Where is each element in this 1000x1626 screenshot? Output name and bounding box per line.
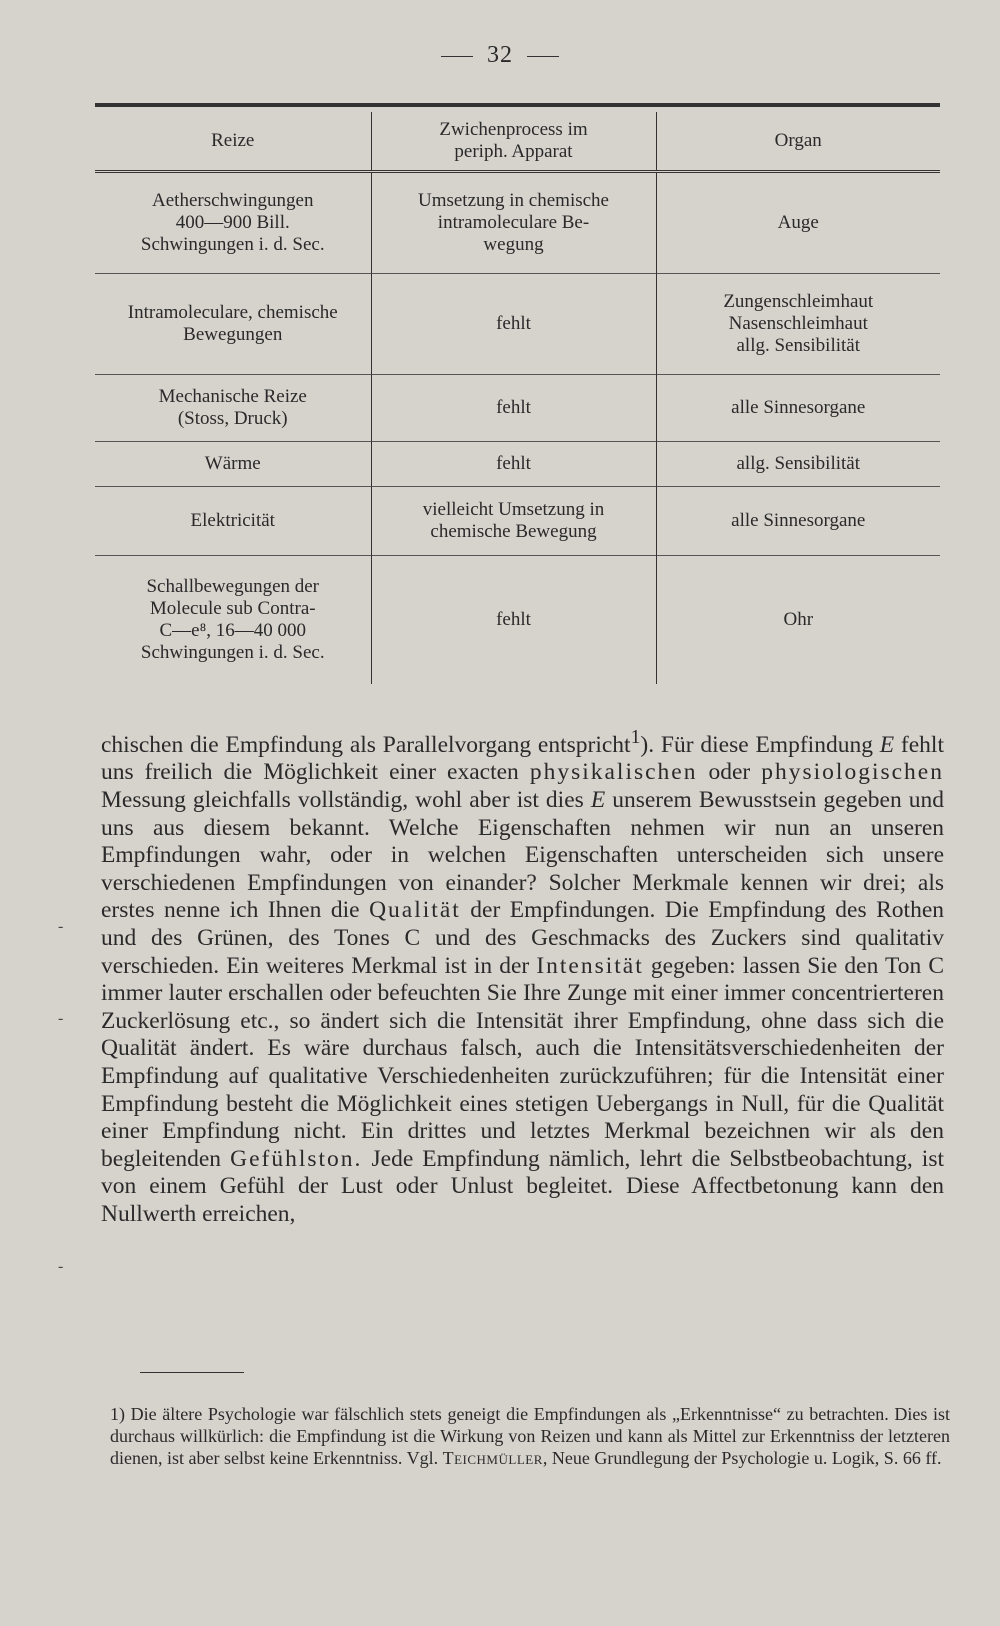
cell-line: Intramoleculare, chemische: [127, 302, 338, 323]
cell-organ: [656, 556, 940, 685]
cell-line: Molecule sub Contra-: [149, 598, 316, 619]
paragraph: [101, 724, 944, 1229]
cell-line: Schwingungen i. d. Sec.: [140, 642, 325, 663]
page-number-text: 32: [487, 42, 513, 68]
emphasis-physiologischen: physiologischen: [761, 759, 944, 786]
text-run: Messung gleichfalls vollständig, wohl aber ist dies: [101, 787, 591, 814]
cell-line: fehlt: [496, 397, 531, 418]
footnote-author: Teichmüller: [442, 1448, 543, 1468]
cell-organ: [656, 274, 940, 375]
text-run: chischen die Empfindung als Parallelvorgang entspricht: [101, 731, 631, 758]
cell-reize: [95, 556, 371, 685]
margin-mark: -: [58, 1010, 64, 1027]
text-run: der Empfindungen. Die Empfindung des Rothen und des Grünen, des Tones C und des Geschmacks des Zuckers sind qualitativ verschieden. Ein weiteres Merkmal ist in der: [101, 897, 944, 979]
header-zwischenprocess-line-2: periph. Apparat: [454, 141, 573, 162]
cell-line: Schwingungen i. d. Sec.: [140, 234, 325, 255]
table-row: [95, 274, 940, 375]
table-row: [95, 375, 940, 442]
table-row: [95, 487, 940, 556]
emphasis-physikalischen: physikalischen: [529, 759, 698, 786]
cell-line: alle Sinnesorgane: [731, 397, 866, 418]
cell-line: chemische Bewegung: [430, 521, 597, 542]
cell-process: [371, 375, 656, 442]
variable-e: E: [590, 787, 606, 814]
cell-line: fehlt: [496, 453, 531, 474]
cell-line: Schallbewegungen der: [146, 576, 320, 597]
cell-reize: [95, 172, 371, 274]
cell-reize: [95, 274, 371, 375]
header-zwischenprocess: [371, 112, 656, 172]
table-row: [95, 172, 940, 274]
emphasis-intensitaet: Intensität: [536, 952, 644, 979]
cell-line: Ohr: [783, 609, 814, 630]
body-paragraph: [101, 724, 944, 1229]
header-organ: Organ: [656, 112, 940, 172]
cell-line: Bewegungen: [183, 324, 283, 345]
cell-line: allg. Sensibilität: [736, 335, 860, 356]
cell-line: intramoleculare Be-: [437, 212, 590, 233]
emphasis-qualitaet: Qualität: [369, 897, 461, 924]
margin-mark: -: [58, 918, 64, 935]
cell-line: fehlt: [496, 609, 531, 630]
cell-line: wegung: [483, 234, 544, 255]
text-run: fehlt uns freilich die Möglichkeit einer exacten: [101, 731, 944, 786]
cell-process: [371, 172, 656, 274]
footnote-text: 1) Die ältere Psychologie war fälschlich stets geneigt die Empfindungen als „Erkenntnisse“ zu betrachten. Dies ist durchaus willkürlich: die Empfindung ist die Wirkung von Reizen und kann als Mittel zur Erkenntniss der letzteren dienen, ist aber selbst keine Erkenntniss. Vgl.: [110, 1404, 950, 1468]
table-row: [95, 442, 940, 487]
table-top-rule: [95, 103, 940, 107]
cell-reize: [95, 487, 371, 556]
stimulus-table: [95, 103, 940, 684]
text-run: oder: [697, 759, 762, 786]
cell-reize: [95, 375, 371, 442]
cell-line: Mechanische Reize: [158, 386, 307, 407]
cell-process: [371, 556, 656, 685]
cell-line: (Stoss, Druck): [177, 408, 288, 429]
text-run: unserem Bewusstsein gegeben und uns aus diesem bekannt. Welche Eigenschaften nehmen wir nun an unseren Empfindungen wahr, oder in welchen Eigenschaften unterscheiden sich unsere verschiedenen Empfindungen von einander? Solcher Merkmale kennen wir drei; als erstes nenne ich Ihnen die: [101, 787, 944, 924]
cell-line: Umsetzung in chemische: [417, 190, 609, 211]
cell-line: Wärme: [204, 453, 261, 474]
cell-process: [371, 487, 656, 556]
margin-mark: -: [58, 1258, 64, 1275]
footnote-text: , Neue Grundlegung der Psychologie u. Logik, S. 66 ff.: [542, 1448, 942, 1468]
cell-organ: [656, 487, 940, 556]
text-run: gegeben: lassen Sie den Ton C immer lauter erschallen oder befeuchten Sie Ihre Zunge mit einer immer concentrierteren Zuckerlösung etc., so ändert sich die Intensität ihrer Empfindung, ohne dass sich die Qualität ändert. Es wäre durchaus falsch, auch die Intensitätsverschiedenheiten der Empfindung auf qualitative Verschiedenheiten zurückzuführen; für die Intensität einer Empfindung besteht die Möglichkeit eines stetigen Uebergangs in Null, für die Qualität einer Empfindung nicht. Ein drittes und letztes Merkmal bezeichnen wir als den begleitenden: [101, 952, 944, 1172]
table: [95, 112, 940, 684]
table-row: [95, 556, 940, 685]
footnote: [110, 1403, 950, 1469]
cell-line: Zungenschleimhaut: [723, 291, 874, 312]
cell-line: alle Sinnesorgane: [731, 510, 866, 531]
page-number: [0, 42, 1000, 69]
footnote-rule: [140, 1372, 244, 1373]
cell-line: Elektricität: [190, 510, 275, 531]
cell-line: 400—900 Bill.: [175, 212, 290, 233]
cell-line: Nasenschleimhaut: [728, 313, 868, 334]
cell-line: fehlt: [496, 313, 531, 334]
text-run: ). Für diese Empfindung: [640, 731, 880, 758]
header-zwischenprocess-line-1: Zwichenprocess im: [439, 119, 588, 140]
cell-organ: [656, 172, 940, 274]
cell-line: allg. Sensibilität: [736, 453, 860, 474]
cell-organ: [656, 375, 940, 442]
text-run: Jede Empfindung nämlich, lehrt die Selbstbeobachtung, ist von einem Gefühl der Lust oder Unlust begleitet. Diese Affectbetonung kann den Nullwerth erreichen,: [101, 1145, 944, 1227]
emphasis-gefuehlston: Gefühlston.: [230, 1145, 363, 1172]
footnote-ref: 1: [630, 727, 641, 748]
variable-e: E: [879, 731, 895, 758]
cell-process: [371, 274, 656, 375]
table-header-row: [95, 112, 940, 172]
cell-reize: [95, 442, 371, 487]
page-number-dash-right: [527, 56, 559, 57]
cell-organ: [656, 442, 940, 487]
cell-line: Aetherschwingungen: [152, 190, 314, 211]
cell-line: Auge: [777, 212, 819, 233]
header-reize: Reize: [95, 112, 371, 172]
page-number-dash-left: [441, 56, 473, 57]
cell-line: vielleicht Umsetzung in: [422, 499, 605, 520]
cell-line: C—e⁸, 16—40 000: [159, 620, 306, 641]
cell-process: [371, 442, 656, 487]
